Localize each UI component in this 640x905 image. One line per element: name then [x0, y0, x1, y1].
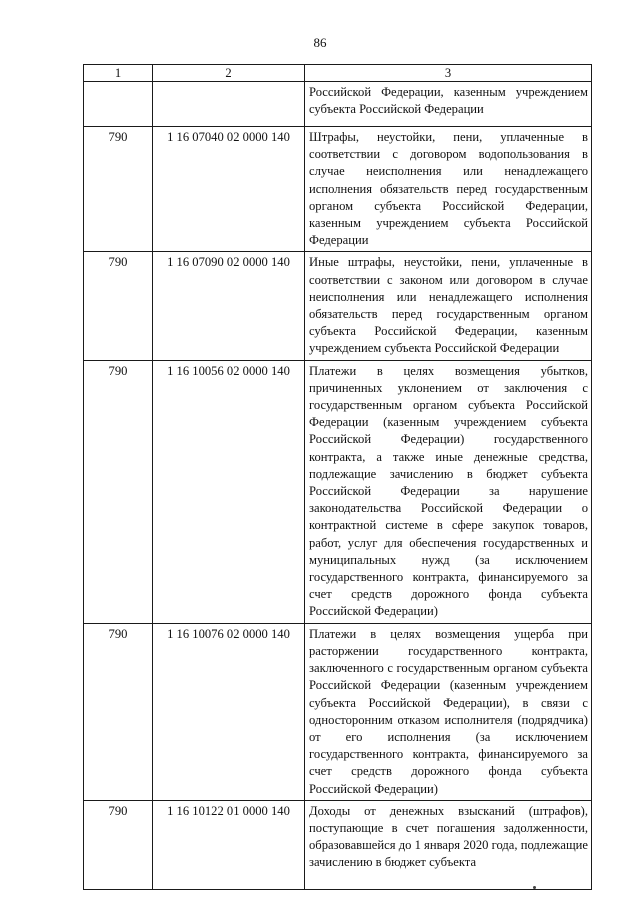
- budget-code-cell: 1 16 10056 02 0000 140: [153, 360, 305, 623]
- description-cell: Иные штрафы, неустойки, пени, уплаченные в соответствии с законом или договором в случае неисполнения или ненадлежащего исполнения обязательств перед государственным органом субъекта Российской Федерации, казенным учреждением субъекта Российской Федерации: [305, 252, 592, 360]
- admin-code-cell: [84, 82, 153, 127]
- budget-code-cell: [153, 82, 305, 127]
- column-header-2: 2: [153, 65, 305, 82]
- description-cell: Платежи в целях возмещения убытков, причиненных уклонением от заключения с государственным органом субъекта Российской Федерации (казенным учреждением субъекта Российской Федерации) государственного контракта, а также иные денежные средства, подлежащие зачислению в бюджет субъекта Российской Федерации за нарушение законодательства Российской Федерации о контрактной системе в сфере закупок товаров, работ, услуг для обеспечения государственных и муниципальных нужд (за исключением государственного контракта, финансируемого за счет средств дорожного фонда субъекта Российской Федерации): [305, 360, 592, 623]
- admin-code-cell: 790: [84, 252, 153, 360]
- page-number: 86: [313, 35, 327, 50]
- description-cell: Российской Федерации, казенным учреждением субъекта Российской Федерации: [305, 82, 592, 127]
- budget-code-cell: 1 16 10076 02 0000 140: [153, 623, 305, 800]
- table-row: [84, 252, 592, 360]
- column-header-1: 1: [84, 65, 153, 82]
- table-row: [84, 360, 592, 623]
- table-row: [84, 127, 592, 252]
- table-header-row: [84, 65, 592, 82]
- column-header-3: 3: [305, 65, 592, 82]
- admin-code-cell: 790: [84, 623, 153, 800]
- table-row: [84, 623, 592, 800]
- description-cell: Доходы от денежных взысканий (штрафов), поступающие в счет погашения задолженности, образовавшейся до 1 января 2020 года, подлежащие зачислению в бюджет субъекта: [305, 800, 592, 889]
- admin-code-cell: 790: [84, 360, 153, 623]
- revenue-codes-table: [83, 64, 592, 890]
- description-cell: Платежи в целях возмещения ущерба при расторжении государственного контракта, заключенного с государственным органом субъекта Российской Федерации (казенным учреждением субъекта Российской Федерации), в связи с односторонним отказом исполнителя (подрядчика) от его исполнения (за исключением государственного контракта, финансируемого за счет средств дорожного фонда субъекта Российской Федерации): [305, 623, 592, 800]
- budget-code-cell: 1 16 07040 02 0000 140: [153, 127, 305, 252]
- table-row: [84, 82, 592, 127]
- admin-code-cell: 790: [84, 800, 153, 889]
- admin-code-cell: 790: [84, 127, 153, 252]
- scan-dot-mark: [533, 886, 536, 889]
- budget-code-cell: 1 16 07090 02 0000 140: [153, 252, 305, 360]
- description-cell: Штрафы, неустойки, пени, уплаченные в соответствии с договором водопользования в случае неисполнения или ненадлежащего исполнения обязательств перед государственным органом субъекта Российской Федерации, казенным учреждением субъекта Российской Федерации: [305, 127, 592, 252]
- budget-code-cell: 1 16 10122 01 0000 140: [153, 800, 305, 889]
- table-row: [84, 800, 592, 889]
